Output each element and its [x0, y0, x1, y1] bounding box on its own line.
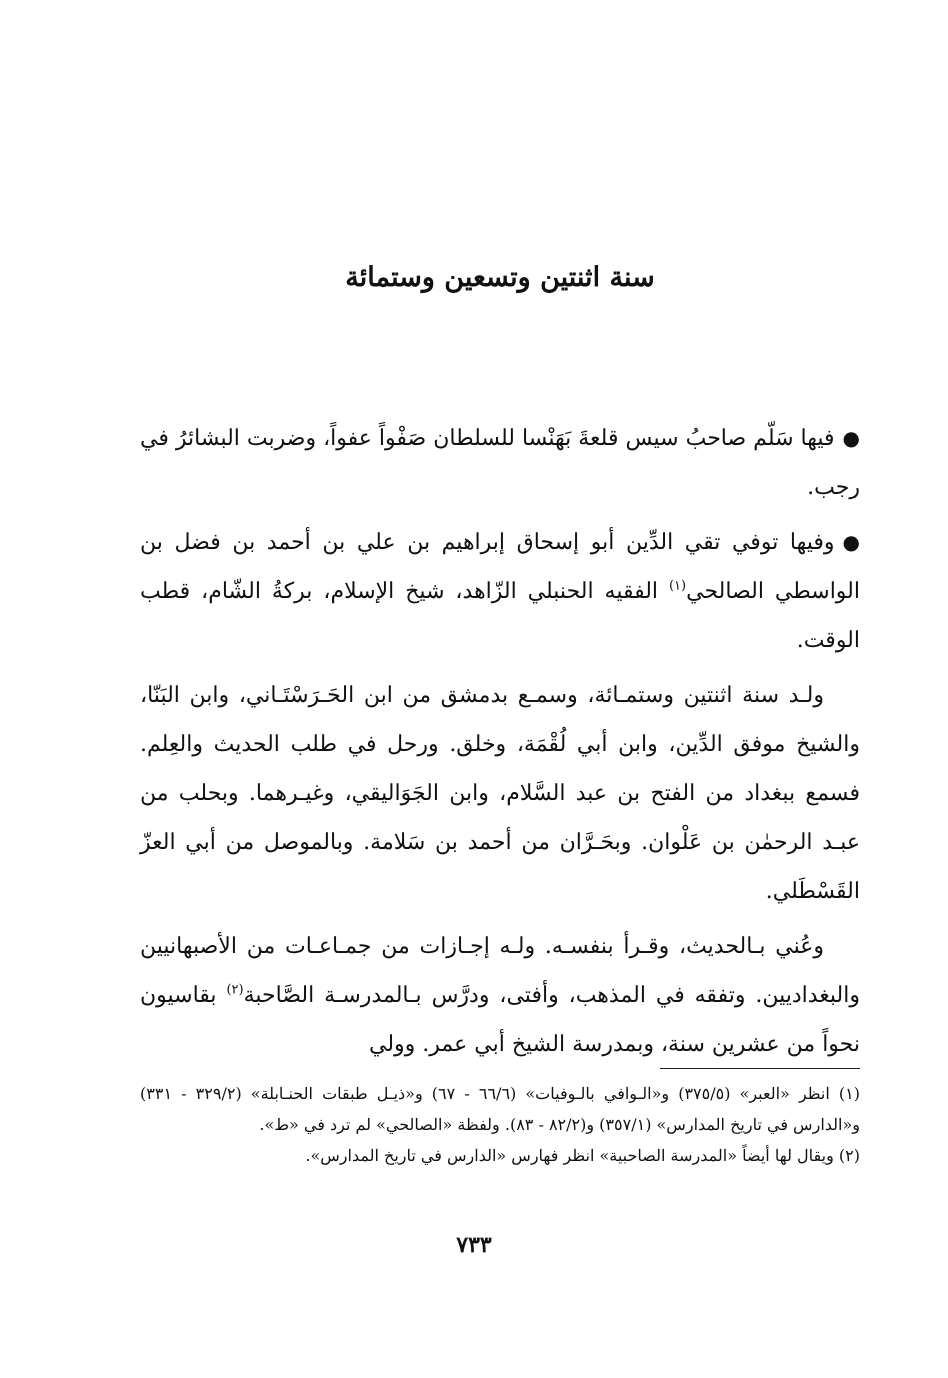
paragraph-4-text-b: بقاسيون نحواً من عشرين سنة، وبمدرسة الشيخ أبي عمر. وولي [140, 983, 860, 1057]
paragraph-2-text-a: وفيها توفي تقي الدِّين أبو إسحاق إبراهيم بن علي بن أحمد بن فضل بن الواسطي الصالحي [140, 530, 860, 604]
main-text [140, 414, 860, 1075]
footnote-divider [660, 1068, 860, 1069]
footnote-ref-1[interactable]: (١) [668, 578, 687, 594]
paragraph-1-text: فيها سَلّم صاحبُ سيس قلعةَ بَهَنْسا للسلطان صَفْواً عفواً، وضربت البشائرُ في رجب. [140, 426, 860, 500]
footnote-ref-2[interactable]: (٢) [226, 982, 244, 998]
footnote-2 [140, 1140, 860, 1171]
footnote-2-text: ويقال لها أيضاً «المدرسة الصاحبية» انظر فهارس «الدارس في تاريخ المدارس». [305, 1146, 839, 1165]
paragraph-3 [140, 671, 860, 916]
footnote-1 [140, 1078, 860, 1140]
paragraph-3-text: ولـد سنة اثنتين وستمـائة، وسمـع بدمشق من ابن الحَـرَسْتَـاني، وابن البَنّا، والشيخ موفق الدِّين، وابن أبي لُقْمَة، وخلق. ورحل في طلب الحديث والعِلم. فسمع ببغداد من الفتح بن عبد السَّلام، وابن الجَوَاليقي، وغيـرهما. وبحلب من عبـد الرحمٰن بن عَلْوان. وبحَـرَّان من أحمد بن سَلامة. وبالموصل من أبي العزّ القَسْطَلي. [140, 683, 860, 904]
page-title: سنة اثنتين وتسعين وستمائة [345, 262, 655, 293]
paragraph-2 [140, 518, 860, 665]
paragraph-4 [140, 922, 860, 1069]
footnotes [140, 1078, 860, 1171]
bullet-icon: ● [842, 426, 860, 450]
paragraph-1 [140, 414, 860, 512]
footnote-2-number: (٢) [838, 1146, 860, 1165]
paragraph-2-text-b: الفقيه الحنبلي الزّاهد، شيخ الإسلام، بركةُ الشّام، قطب الوقت. [140, 579, 860, 653]
bullet-icon: ● [842, 530, 860, 554]
page-number: ٧٣٣ [456, 1232, 492, 1258]
paragraph-4-text-a: وعُني بـالحديث، وقـرأ بنفسـه. ولـه إجـازات من جمـاعـات من الأصبهانيين والبغداديين. وتفقه في المذهب، وأفتى، ودرَّس بـالمدرسـة الصَّاحبة [140, 934, 860, 1008]
footnote-1-number: (١) [838, 1084, 861, 1103]
footnote-1-text: انظر «العبر» (٣٧٥/٥) و«الـوافي بالـوفيات» (٦٦/٦ - ٦٧) و«ذيـل طبقات الحنـابلة» (٣٢٩/٢ - ٣٣١) و«الدارس في تاريخ المدارس» (٣٥٧/١) و(٨٢/٢ - ٨٣). ولفظة «الصالحي» لم ترد في «ط». [140, 1084, 860, 1134]
